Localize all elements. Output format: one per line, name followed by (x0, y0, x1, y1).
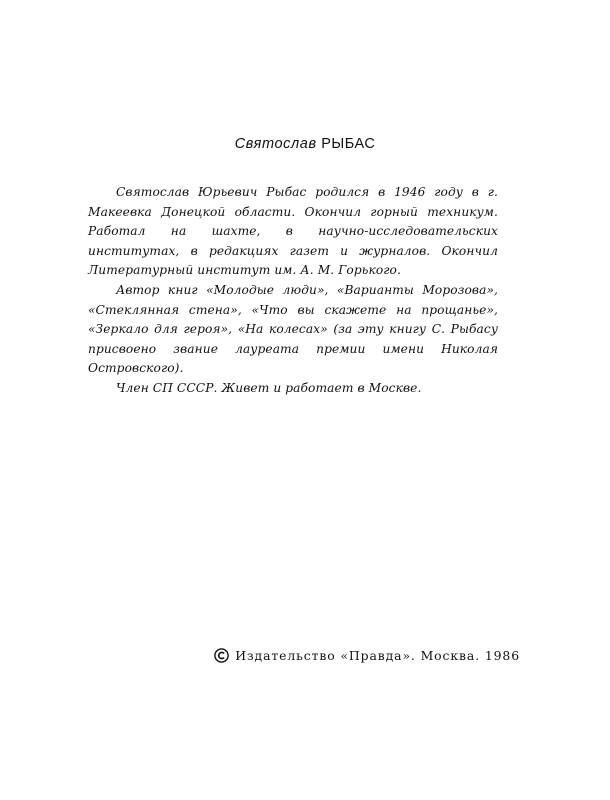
author-heading (0, 136, 610, 152)
author-surname: РЫБАС (321, 136, 376, 152)
bio-paragraph-2: Автор книг «Молодые люди», «Варианты Морозова», «Стеклянная стена», «Что вы скажете на прощанье», «Зеркало для героя», «На колесах» (за эту книгу С. Рыбасу присвоено звание лауреата премии имени Николая Островского). (88, 282, 498, 376)
author-first-name: Святослав (234, 136, 317, 152)
imprint-text: Издательство «Правда». Москва. 1986 (235, 648, 520, 663)
bio-paragraph-1: Святослав Юрьевич Рыбас родился в 1946 году в г. Макеевка Донецкой области. Окончил горный техникум. Работал на шахте, в научно-исследовательских институтах, в редакциях газет и журналов. Окончил Литературный институт им. А. М. Горького. (88, 185, 498, 278)
author-biography (88, 183, 498, 399)
copyright-icon (214, 648, 229, 663)
publisher-imprint (214, 648, 520, 663)
bio-paragraph-3: Член СП СССР. Живет и работает в Москве. (116, 380, 422, 395)
